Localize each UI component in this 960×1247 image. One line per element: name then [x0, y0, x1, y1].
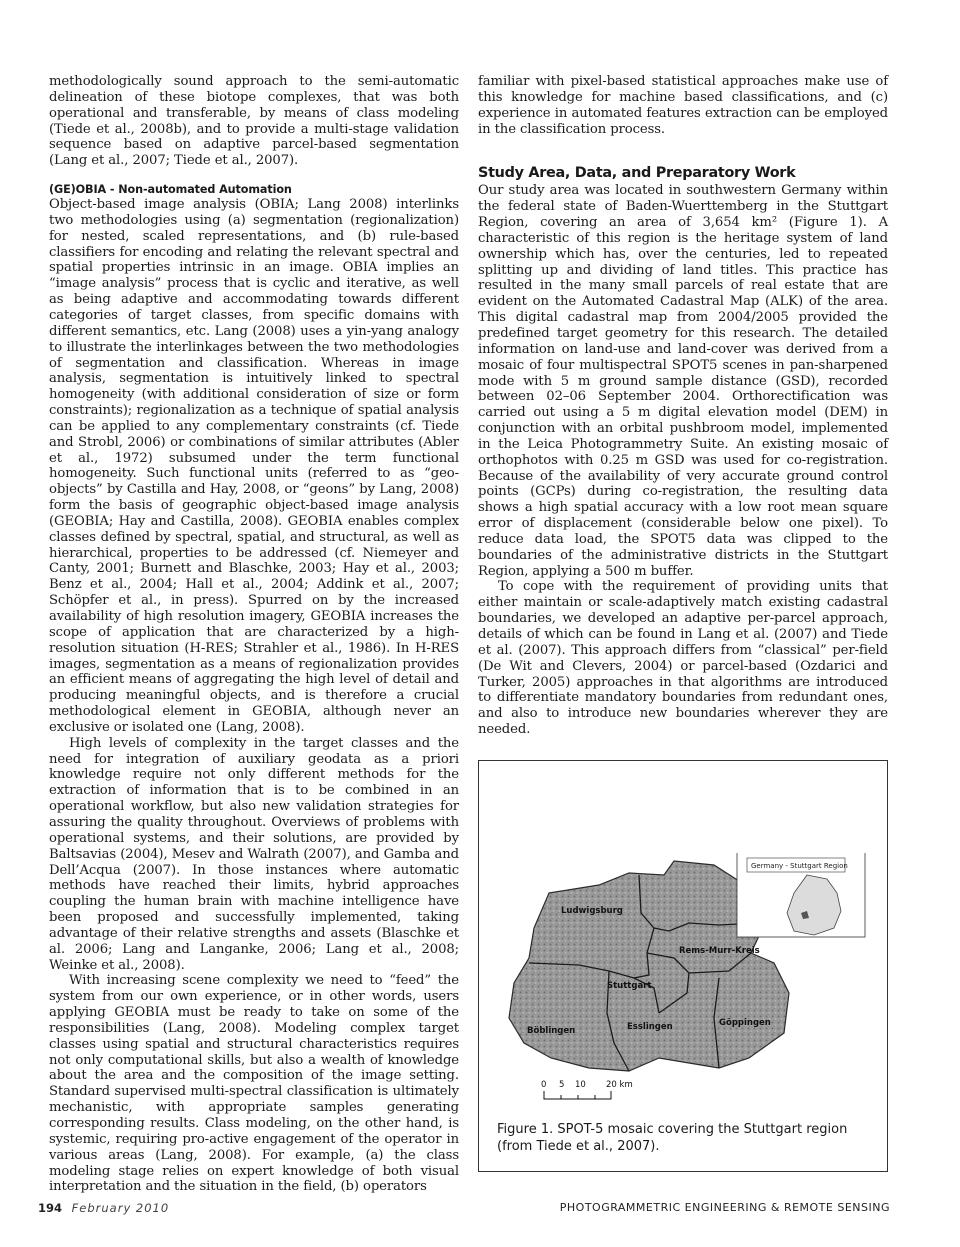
right-column	[478, 74, 888, 738]
map-label-ludwigsburg: Ludwigsburg	[561, 906, 623, 916]
figure-caption: Figure 1. SPOT-5 mosaic covering the Stuttgart region (from Tiede et al., 2007).	[497, 1122, 848, 1154]
paragraph: Object-based image analysis (OBIA; Lang 2008) interlinks two methodologies using (a) segmentation (regionalization) for nested, scaled representations, and (b) rule-based classifiers for encoding and relating the relevant spectral and spatial properties intrinsic in an image. OBIA implies an “image analysis” process that is cyclic and iterative, as well as being adaptive and accommodating towards different categories of target classes, from specific domains with different semantics, etc. Lang (2008) uses a yin-yang analogy to illustrate the interlinkages between the two methodologies of segmentation and classification. Whereas in image analysis, segmentation is intuitively linked to spectral homogeneity (with additional consideration of size or form constraints); regionalization as a technique of spatial analysis can be applied to any complementary constraints (cf. Tiede and Strobl, 2006) or combinations of similar attributes (Abler et al., 1972) subsumed under the term functional homogeneity. Such functional units (referred to as “geo-objects” by Castilla and Hay, 2008, or “geons” by Lang, 2008) form the basis of geographic object-based image analysis (GEOBIA; Hay and Castilla, 2008). GEOBIA enables complex classes defined by spectral, spatial, and structural, as well as hierarchical, properties to be addressed (cf. Niemeyer and Canty, 2001; Burnett and Blaschke, 2003; Hay et al., 2003; Benz et al., 2004; Hall et al., 2004; Addink et al., 2007; Schöpfer et al., in press). Spurred on by the increased availability of high resolution imagery, GEOBIA increases the scope of application that are characterized by a high-resolution situation (H-RES; Strahler et al., 1986). In H-RES images, segmentation as a means of regionalization provides an efficient means of aggregating the high level of detail and producing meaningful objects, and is therefore a crucial methodological element in GEOBIA, although never an exclusive or isolated one (Lang, 2008).	[49, 197, 459, 735]
paragraph: familiar with pixel-based statistical approaches make use of this knowledge for machine based classifications, and (c) experience in automated features extraction can be employed in the classification process.	[478, 74, 888, 137]
scale-tick-label: 0	[541, 1080, 547, 1090]
scale-bar	[541, 1080, 633, 1099]
page-number: 194	[38, 1201, 63, 1215]
section-heading: (GE)OBIA - Non-automated Automation	[49, 183, 292, 197]
scale-tick-label: 10	[575, 1080, 586, 1090]
map-label-goppingen: Göppingen	[719, 1018, 771, 1028]
journal-name: PHOTOGRAMMETRIC ENGINEERING & REMOTE SENSING	[559, 1201, 890, 1214]
paragraph: High levels of complexity in the target classes and the need for integration of auxiliary geodata as a priori knowledge require not only different methods for the extraction of information that is to be combined in an operational workflow, but also new validation strategies for assuring the quality throughout. Overviews of problems with operational systems, and their solutions, are provided by Baltsavias (2004), Mesev and Walrath (2007), and Gamba and Dell’Acqua (2007). In those instances where automatic methods have reached their limits, hybrid approaches coupling the human brain with machine intelligence have been proposed and successfully implemented, taking advantage of their relative strengths and assets (Blaschke et al. 2006; Lang and Langanke, 2006; Lang et al., 2008; Weinke et al., 2008).	[49, 735, 459, 973]
issue-date: February 2010	[71, 1201, 170, 1215]
paragraph: methodologically sound approach to the semi-automatic delineation of these biotope complexes, that was both operational and transferable, by means of class modeling (Tiede et al., 2008b), and to provide a multi-stage validation sequence based on adaptive parcel-based segmentation (Lang et al., 2007; Tiede et al., 2007).	[49, 74, 459, 169]
figure-1	[478, 760, 888, 1172]
stuttgart-region-map	[489, 853, 879, 1113]
map-label-stuttgart: Stuttgart	[607, 981, 652, 991]
paragraph: To cope with the requirement of providing units that either maintain or scale-adaptively match existing cadastral boundaries, we developed an adaptive per-parcel approach, details of which can be found in Lang et al. (2007) and Tiede et al. (2007). This approach differs from “classical” per-field (De Wit and Clevers, 2004) or parcel-based (Ozdarici and Turker, 2005) approaches in that algorithms are introduced to differentiate mandatory boundaries from redundant ones, and also to introduce new boundaries wherever they are needed.	[478, 579, 888, 738]
scale-tick-label: 20 km	[606, 1080, 633, 1090]
map-label-esslingen: Esslingen	[627, 1022, 673, 1032]
footer-left	[38, 1201, 169, 1215]
map-label-rems-murr-kreis: Rems-Murr-Kreis	[679, 946, 760, 956]
map-label-boblingen: Böblingen	[527, 1026, 576, 1036]
inset-label: Germany - Stuttgart Region	[751, 862, 848, 870]
paragraph: With increasing scene complexity we need to “feed” the system from our own experience, or in other words, users applying GEOBIA must be ready to take on some of the responsibilities (Lang, 2008). Modeling complex target classes using spatial and structural characteristics requires not only computational skills, but also a wealth of knowledge about the area and the composition of the image setting. Standard supervised multi-spectral classification is ultimately mechanistic, with appropriate samples generating corresponding results. Class modeling, on the other hand, is systemic, requiring pro-active engagement of the operator in various areas (Lang, 2008). For example, (a) the class modeling stage relies on expert knowledge of both visual interpretation and the situation in the field, (b) operators	[49, 973, 459, 1195]
section-heading: Study Area, Data, and Preparatory Work	[478, 165, 796, 182]
left-column	[49, 74, 459, 1195]
paragraph: Our study area was located in southwestern Germany within the federal state of Baden-Wuerttemberg in the Stuttgart Region, covering an area of 3,654 km² (Figure 1). A characteristic of this region is the heritage system of land ownership which has, over the centuries, led to repeated splitting up and dividing of land titles. This practice has resulted in the many small parcels of real estate that are evident on the Automated Cadastral Map (ALK) of the area. This digital cadastral map from 2004/2005 provided the predefined target geometry for this research. The detailed information on land-use and land-cover was derived from a mosaic of four multispectral SPOT5 scenes in pan-sharpened mode with 5 m ground sample distance (GSD), recorded between 02–06 September 2004. Orthorectification was carried out using a 5 m digital elevation model (DEM) in conjunction with an orbital pushbroom model, implemented in the Leica Photogrammetry Suite. An existing mosaic of orthophotos with 0.25 m GSD was used for co-registration. Because of the availability of very accurate ground control points (GCPs) during co-registration, the resulting data shows a high spatial accuracy with a low root mean square error of displacement (considerable below one pixel). To reduce data load, the SPOT5 data was clipped to the boundaries of the administrative districts in the Stuttgart Region, applying a 500 m buffer.	[478, 183, 888, 579]
scale-tick-label: 5	[559, 1080, 565, 1090]
inset-map	[737, 853, 865, 937]
